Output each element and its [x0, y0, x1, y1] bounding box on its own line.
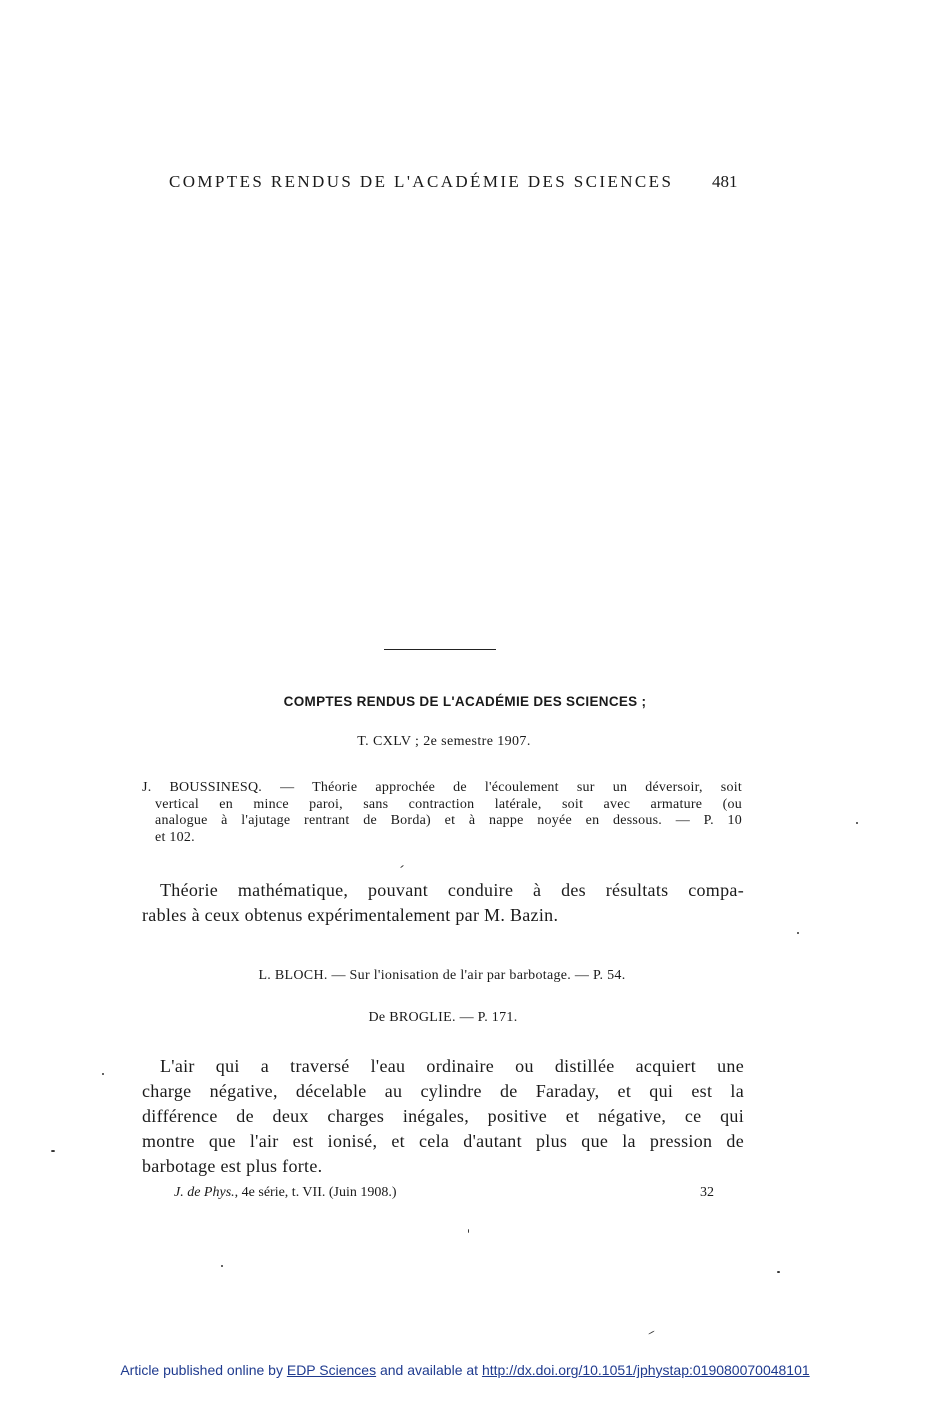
scan-speck: [856, 822, 858, 824]
publisher-link[interactable]: EDP Sciences: [286, 1362, 377, 1378]
summary-boussinesq: [142, 878, 744, 928]
scan-speck: [777, 1271, 780, 1273]
scan-speck: [797, 932, 799, 934]
summary-broglie: [142, 1054, 744, 1179]
journal-citation: [174, 1185, 397, 1201]
reference-line: J. BOUSSINESQ. — Théorie approchée de l'écoulement sur un déversoir, soit: [142, 780, 742, 795]
summary-line: charge négative, décelable au cylindre de Faraday, et qui est la: [142, 1081, 744, 1101]
reference-line: vertical en mince paroi, sans contraction latérale, soit avec armature (ou: [155, 796, 742, 812]
page-number: 481: [712, 172, 738, 191]
scan-speck: [400, 865, 404, 868]
scan-speck: [468, 1229, 469, 1233]
reference-broglie: De BROGLIE. — P. 171.: [368, 1010, 518, 1025]
citation-details: , 4e série, t. VII. (Juin 1908.): [234, 1185, 397, 1200]
summary-line: rables à ceux obtenus expérimentalement par M. Bazin.: [142, 905, 559, 925]
reference-bloch: L. BLOCH. — Sur l'ionisation de l'air par barbotage. — P. 54.: [258, 968, 626, 983]
summary-line: L'air qui a traversé l'eau ordinaire ou distillée acquiert une: [160, 1056, 744, 1076]
banner-prefix: Article published online by: [120, 1362, 283, 1378]
volume-info: T. CXLV ; 2e semestre 1907.: [357, 734, 531, 749]
reference-line: et 102.: [155, 829, 195, 845]
sheet-number: 32: [700, 1185, 714, 1200]
reference-line: analogue à l'ajutage rentrant de Borda) et à nappe noyée en dessous. — P. 10: [155, 813, 742, 828]
summary-line: barbotage est plus forte.: [142, 1156, 323, 1176]
reference-boussinesq: [142, 780, 742, 846]
scan-speck: [51, 1150, 55, 1152]
running-head: COMPTES RENDUS DE L'ACADÉMIE DES SCIENCES: [169, 172, 674, 191]
section-title: COMPTES RENDUS DE L'ACADÉMIE DES SCIENCES ;: [283, 694, 647, 709]
publication-banner: [0, 1362, 930, 1378]
summary-line: montre que l'air est ionisé, et cela d'autant plus que la pression de: [142, 1131, 744, 1151]
summary-line: différence de deux charges inégales, positive et négative, ce qui: [142, 1106, 744, 1126]
scan-speck: [102, 1073, 104, 1075]
journal-name: J. de Phys.: [174, 1185, 235, 1200]
doi-link[interactable]: http://dx.doi.org/10.1051/jphystap:019080070048101: [481, 1362, 810, 1378]
section-divider: [384, 649, 496, 650]
scan-speck: [648, 1330, 655, 1334]
scan-speck: [221, 1265, 223, 1267]
banner-middle: and available at: [379, 1362, 479, 1378]
summary-line: Théorie mathématique, pouvant conduire à des résultats compa-: [160, 880, 744, 900]
